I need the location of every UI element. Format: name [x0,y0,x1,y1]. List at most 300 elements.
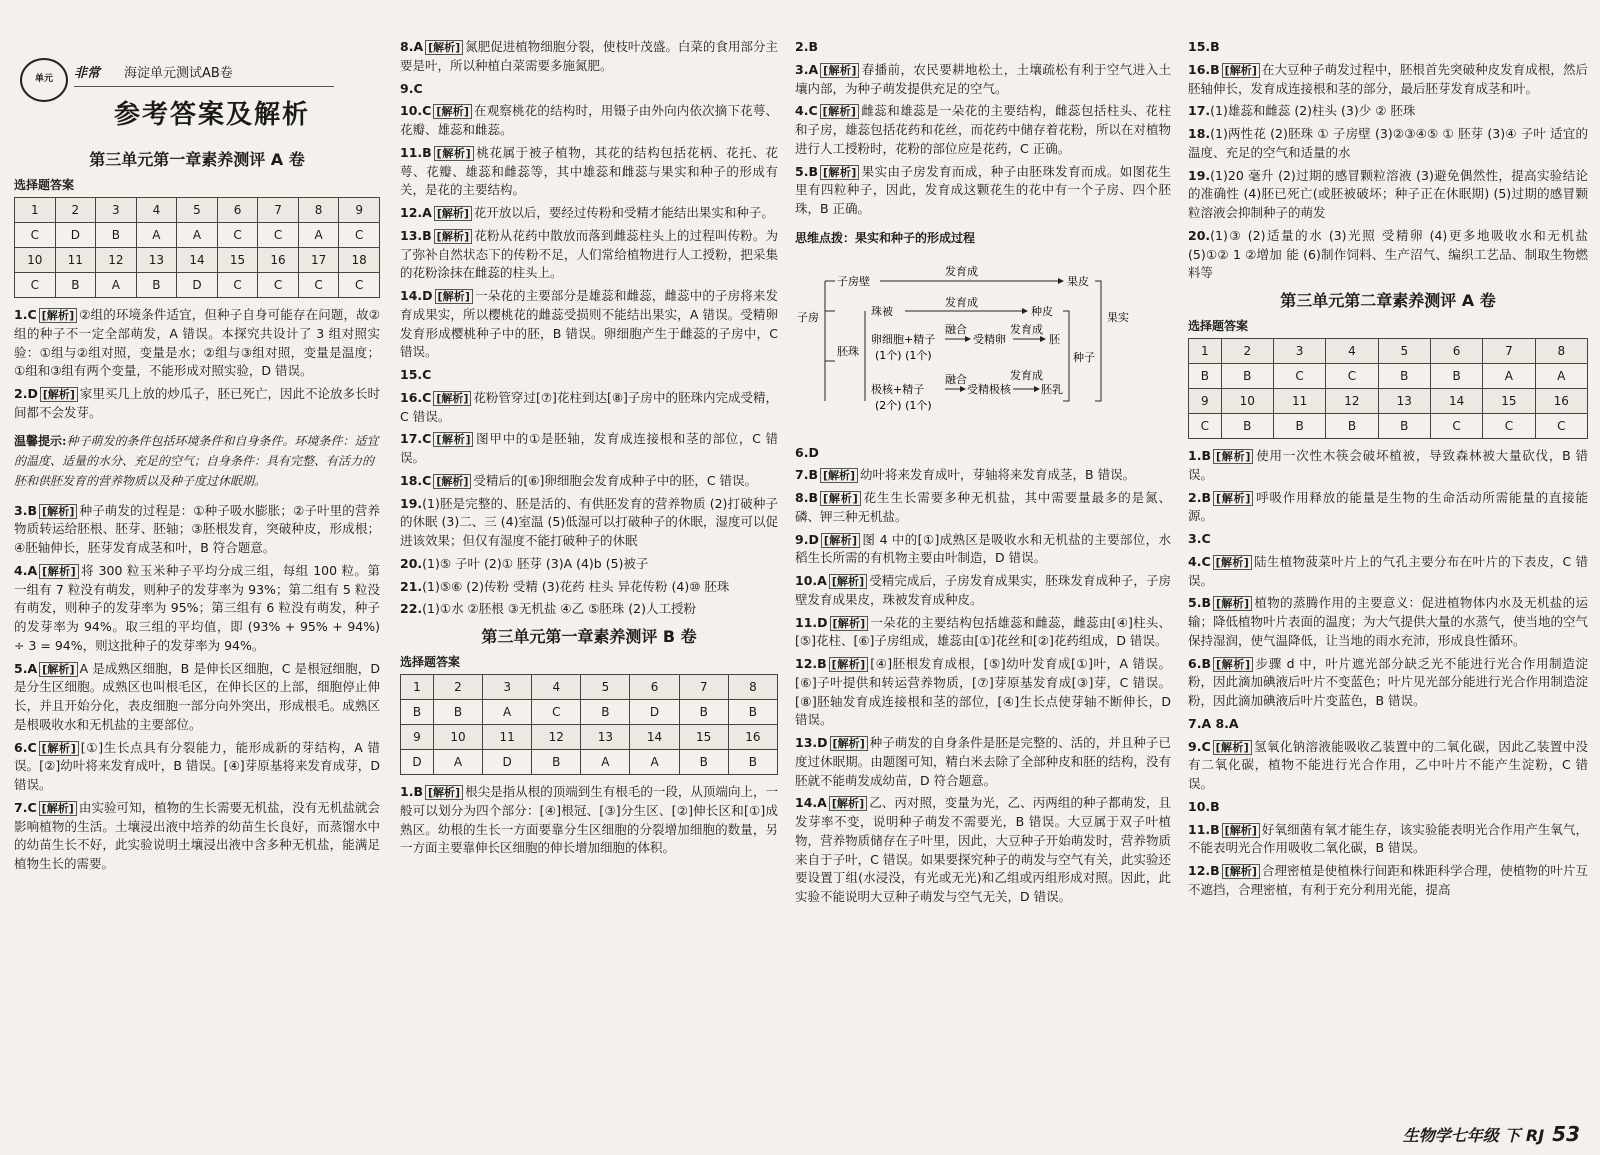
column-4 [1188,38,1588,1125]
item-number: 20. [1188,227,1211,243]
analysis-tag: [解析] [39,662,77,677]
diag-endosperm: 胚乳 [1041,382,1063,396]
answer-cell: D [401,750,434,775]
answer-item [1188,125,1588,163]
analysis-tag: [解析] [434,229,473,244]
analysis-tag: [解析] [1213,596,1252,611]
question-number-cell: 14 [177,248,218,273]
answer-row [15,273,380,298]
analysis-tag: [解析] [1222,63,1260,78]
answer-item [400,102,778,140]
answer-item [795,489,1171,527]
answer-cell: A [136,223,177,248]
item-number: 2.B [795,39,818,54]
item-text: 氢氧化钠溶液能吸收乙装置中的二氧化碳，因此乙装置中没有二氧化碳，植物不能进行光合作用，乙中叶片不能产生淀粉，C 错误。 [1188,738,1588,791]
answer-cell: A [630,750,679,775]
question-number-cell: 14 [1430,389,1482,414]
item-text: 好氧细菌有氧才能生存，该实验能表明光合作用产生氧气，不能表明光合作用吸收二氧化碳，B 错误。 [1188,821,1588,856]
diag-develop-1: 发育成 [945,264,978,278]
item-number: 10.C [400,103,432,119]
answer-item [1188,594,1588,650]
answer-item [1188,38,1588,57]
item-text: (1)两性花 (2)胚珠 ① 子房壁 (3)②③④⑤ ① 胚芽 (3)④ 子叶 适宜的温度、充足的空气和适量的水 [1188,126,1588,160]
answer-item [1188,167,1588,223]
diag-embryo: 胚 [1049,332,1060,346]
item-number: 4.C [795,103,818,119]
answer-table [1188,338,1588,439]
item-text: 花开放以后，要经过传粉和受精才能结出果实和种子。 [473,205,774,220]
question-number-cell: 2 [433,675,482,700]
item-number: 15.C [400,367,432,382]
answer-cell: C [339,223,380,248]
page-number: 53 [1552,1122,1580,1146]
question-number-cell: 16 [258,248,299,273]
analysis-tag: [解析] [434,146,474,161]
analysis-tag: [解析] [433,474,471,489]
item-text: 果实由子房发育而成，种子由胚珠发育而成。如图花生里有四粒种子，因此，发育成这颗花生的花中有一个子房、四个胚珠，B 正确。 [795,163,1171,216]
analysis-tag: [解析] [1222,864,1260,879]
question-number-cell: 4 [136,198,177,223]
analysis-tag: [解析] [830,616,869,631]
item-number: 7.A 8.A [1188,715,1239,731]
item-number: 12.A [400,205,432,220]
item-number: 11.B [1188,821,1220,837]
page-header [14,52,364,140]
item-number: 6.D [795,444,819,460]
answer-item [795,734,1171,790]
item-number: 1.C [14,307,37,322]
answer-item [400,204,778,223]
answer-item [1188,655,1588,711]
item-number: 14.D [400,288,433,303]
question-number-cell: 6 [217,198,258,223]
answer-cell: C [258,273,299,298]
choice-label: 选择题答案 [1188,319,1249,333]
analysis-tag: [解析] [820,104,859,119]
question-number-cell: 7 [1483,339,1535,364]
question-number-cell: 10 [1221,389,1273,414]
item-text: A 是成熟区细胞，B 是伸长区细胞，C 是根冠细胞，D 是分生区细胞。成熟区也叫根毛区，在伸长区的上部，细胞停止伸长，并且开始分化，表皮细胞一部分向外突出，形成根毛。成熟区是根吸收水和无机盐的主要部位。 [14,660,380,732]
item-text: 使用一次性木筷会破坏植被，导致森林被大量砍伐，B 错误。 [1188,448,1588,482]
question-number-cell: 4 [1326,339,1378,364]
answer-cell: C [1189,414,1222,439]
answer-item [14,660,380,735]
answer-cell: C [217,223,258,248]
analysis-tag: [解析] [820,165,859,180]
answer-item [795,614,1171,652]
page-footer [1403,1119,1580,1149]
analysis-tag: [解析] [820,491,861,506]
answer-cell: B [96,223,137,248]
answer-list [14,306,380,423]
analysis-tag: [解析] [40,387,78,402]
diag-egg: 卵细胞+精子 [871,332,936,346]
item-text: (1)③ (2)适量的水 (3)光照 受精卵 (4)更多地吸收水和无机盐 (5)①② 1 ②增加 能 (6)制作饲料、生产沼气、编织工艺品、制取生物燃料等 [1188,227,1588,281]
analysis-tag: [解析] [435,289,473,304]
answer-cell: B [1189,364,1222,389]
analysis-tag: [解析] [1213,555,1252,570]
item-number: 19. [1188,167,1211,183]
answer-item [795,38,1171,57]
answer-item [1188,530,1588,549]
answer-item [1188,489,1588,527]
answer-item [400,389,778,427]
tip-label: 温馨提示: [14,433,67,448]
item-text: 花生生长需要多种无机盐，其中需要量最多的是氮、磷、钾三种无机盐。 [795,490,1171,524]
question-number-cell: 18 [339,248,380,273]
answer-item [14,739,380,795]
item-text: 种子萌发的自身条件是胚是完整的、活的，并且种子已度过休眠期。由题图可知，精白米去除了全部种皮和胚的结构，没有胚就不能萌发成幼苗，D 符合题意。 [795,735,1171,788]
item-text: (1)⑤ 子叶 (2)① 胚芽 (3)A (4)b (5)被子 [422,555,649,571]
answer-item [1188,798,1588,817]
question-number-cell: 10 [15,248,56,273]
answer-item [1188,862,1588,900]
answer-cell: A [581,750,630,775]
answer-table [400,674,778,775]
answer-cell: B [433,700,482,725]
footer-label: 生物学七年级 下 RJ [1402,1126,1545,1145]
answer-item [1188,821,1588,859]
answer-item [400,430,778,468]
item-number: 8.B [795,490,818,505]
item-number: 6.B [1188,655,1211,671]
header-divider [74,86,334,87]
answer-item [795,655,1171,730]
item-number: 10.A [795,573,827,588]
item-text: 雌蕊和雄蕊是一朵花的主要结构，雌蕊包括柱头、花柱和子房，雄蕊包括花药和花丝，而花药中储存着花粉，所以在对植物进行人工授粉时，花粉的部位应是花药，C 正确。 [795,103,1171,156]
diagram-svg [795,251,1135,426]
answer-list [400,38,778,619]
analysis-tag: [解析] [425,785,463,800]
item-text: 种子萌发的过程是：①种子吸水膨胀；②子叶里的营养物质转运给胚根、胚芽、胚轴；③胚根发育，突破种皮，形成根；④胚轴伸长，胚芽发育成茎和叶，B 符合题意。 [14,502,380,556]
item-number: 3.C [1188,531,1211,546]
answer-cell: B [401,700,434,725]
answer-item [14,562,380,656]
brand-logo: 单元 [20,58,68,102]
question-number-cell: 9 [1189,389,1222,414]
choice-label: 选择题答案 [14,178,75,192]
question-number-cell: 12 [532,725,581,750]
item-number: 14.A [795,795,827,811]
answer-cell: B [1430,364,1482,389]
item-text: 受精完成后，子房发育成果实，胚珠发育成种子，子房壁发育成果皮，珠被发育成种皮。 [795,573,1171,607]
answer-cell: C [217,273,258,298]
question-number-cell: 13 [1378,389,1430,414]
item-number: 17.C [400,431,432,447]
answer-list [400,783,778,858]
column-1 [14,142,380,1125]
question-number-cell: 14 [630,725,679,750]
answer-item [400,80,778,99]
answer-item [1188,738,1588,794]
question-number-row [1189,389,1588,414]
answer-row [1189,364,1588,389]
section-title: 第三单元第一章素养测评 A 卷 [89,150,305,169]
question-number-row [15,198,380,223]
answer-cell: C [532,700,581,725]
item-number: 11.D [795,614,828,630]
analysis-tag: [解析] [1213,491,1253,506]
item-text: 根尖是指从根的顶端到生有根毛的一段，从顶端向上，一般可以划分为四个部分：[④]根冠、[③]分生区、[②]伸长区和[①]成熟区。幼根的生长一方面要靠分生区细胞的分裂增加细胞的数量，另一方面主要靠伸长区细胞的伸长增加细胞的体积。 [400,784,778,856]
analysis-tag: [解析] [1213,740,1252,755]
answer-item [795,61,1171,99]
item-number: 6.C [14,739,37,755]
answer-item [400,472,778,491]
question-number-cell: 5 [177,198,218,223]
answer-cell: B [136,273,177,298]
answer-item [795,163,1171,219]
item-text: 受精后的[⑥]卵细胞会发育成种子中的胚，C 错误。 [473,472,758,488]
answer-cell: B [1221,364,1273,389]
question-number-cell: 16 [1535,389,1587,414]
answer-cell: B [1221,414,1273,439]
analysis-tag: [解析] [39,741,79,756]
analysis-tag: [解析] [829,657,869,672]
diag-one: (1个) (1个) [875,348,932,362]
question-number-cell: 12 [1326,389,1378,414]
answer-item [400,578,778,597]
question-number-cell: 13 [581,725,630,750]
item-number: 16.B [1188,61,1220,77]
item-text: (1)胚是完整的、胚是活的、有供胚发育的营养物质 (2)打破种子的休眠 (3)二、三 (4)室温 (5)低湿可以打破种子的休眠，湿度可以促进该效果；但仅有湿度不能打破种子的休眠 [400,495,778,548]
answer-item [795,531,1171,569]
question-number-cell: 5 [581,675,630,700]
item-text: 一朵花的主要部分是雄蕊和雌蕊，雌蕊中的子房将来发育成果实，所以樱桃花的雌蕊受损则不能结出果实，A 错误。受精卵发育形成樱桃种子中的胚，B 错误。卵细胞产生于雌蕊的子房中，C 错误。 [400,288,778,360]
answer-cell: D [177,273,218,298]
item-number: 5.B [1188,595,1211,611]
item-number: 7.C [14,799,37,815]
question-number-cell: 8 [1535,339,1587,364]
answer-item [400,227,778,283]
item-text: 图 4 中的[①]成熟区是吸收水和无机盐的主要部位，水稻生长所需的有机物主要由叶制造，D 错误。 [795,531,1171,566]
question-number-cell: 17 [298,248,339,273]
answer-item [400,600,778,619]
item-number: 1.B [1188,448,1211,463]
answer-item [795,444,1171,463]
item-number: 12.B [1188,863,1220,878]
answer-item [1188,715,1588,734]
tip-text: 种子萌发的条件包括环境条件和自身条件。环境条件：适宜的温度、适量的水分、充足的空气；自身条件：具有完整、有活力的胚和供胚发育的营养物质以及种子度过休眠期。 [14,433,379,489]
item-number: 19. [400,495,423,511]
analysis-tag: [解析] [830,736,868,751]
question-number-cell: 7 [258,198,299,223]
question-number-cell: 6 [630,675,679,700]
item-text: [④]胚根发育成根，[⑤]幼叶发育成[①]叶，A 错误。[⑥]子叶提供和转运营养物质，[⑦]芽原基发育成[③]芽，C 错误。[⑧]胚轴发育成连接根和茎的部位，[④]生长点使芽轴不断伸长，D 错误。 [795,656,1171,728]
answer-item [14,306,380,381]
diag-zygote: 受精卵 [973,332,1006,346]
answer-cell: B [679,700,728,725]
answer-cell: B [1378,364,1430,389]
diag-pericarp: 果皮 [1067,274,1089,288]
answer-cell: B [1378,414,1430,439]
item-text: 幼叶将来发育成叶，芽轴将来发育成茎，B 错误。 [860,467,1136,483]
question-number-cell: 3 [96,198,137,223]
answer-cell: B [728,750,777,775]
question-number-cell: 9 [401,725,434,750]
answer-item [400,144,778,200]
answer-cell: B [679,750,728,775]
answer-cell: D [55,223,96,248]
item-number: 9.D [795,531,819,547]
answer-cell: B [532,750,581,775]
question-number-cell: 1 [15,198,56,223]
diag-ovule: 胚珠 [837,344,859,358]
answer-cell: C [1273,364,1325,389]
question-number-cell: 13 [136,248,177,273]
diag-fuse-1: 融合 [945,322,967,336]
column-3 [795,38,1171,1125]
answer-cell: A [433,750,482,775]
item-number: 21. [400,578,423,594]
diag-seed: 种子 [1073,350,1095,364]
item-number: 20. [400,555,423,571]
item-text: 桃花属于被子植物，其花的结构包括花柄、花托、花萼、花瓣、雄蕊和雌蕊等，其中雄蕊和雌蕊与果实和种子的形成有关，是花的主要结构。 [400,144,778,198]
answer-item [14,385,380,423]
item-number: 4.A [14,562,38,578]
item-number: 2.B [1188,489,1211,505]
diagram-title: 思维点拨：果实和种子的形成过程 [795,230,976,245]
answer-item [14,799,380,874]
item-number: 9.C [1188,738,1211,754]
answer-cell: C [1326,364,1378,389]
question-number-cell: 7 [679,675,728,700]
item-number: 18.C [400,472,432,488]
answer-item [400,366,778,385]
diag-develop-3: 发育成 [1010,322,1043,336]
diag-develop-4: 发育成 [1010,368,1043,382]
item-number: 9.C [400,80,423,96]
analysis-tag: [解析] [820,63,859,78]
question-number-row [1189,339,1588,364]
answer-item [1188,61,1588,99]
item-number: 2.D [14,386,38,401]
item-number: 17. [1188,103,1211,119]
question-number-cell: 2 [1221,339,1273,364]
answer-cell: A [1483,364,1535,389]
question-number-cell: 6 [1430,339,1482,364]
answer-row [401,700,778,725]
question-number-cell: 3 [1273,339,1325,364]
answer-cell: C [15,223,56,248]
question-number-cell: 9 [339,198,380,223]
answer-cell: C [1430,414,1482,439]
answer-list [1188,38,1588,283]
question-number-cell: 4 [532,675,581,700]
item-text: (1)20 毫升 (2)过期的感冒颗粒溶液 (3)避免偶然性，提高实验结论的准确性 (4)胚已死亡(或胚被破坏；种子正在休眠期) (5)过期的感冒颗粒溶液会抑制种子的萌发 [1188,167,1588,220]
answer-item [400,555,778,574]
question-number-cell: 12 [96,248,137,273]
question-number-cell: 16 [728,725,777,750]
diag-two: (2个) (1个) [875,398,932,412]
answer-item [1188,102,1588,121]
item-text: 图甲中的①是胚轴，发育成连接根和茎的部位，C 错误。 [400,431,778,465]
item-text: 植物的蒸腾作用的主要意义：促进植物体内水及无机盐的运输；降低植物叶片表面的温度；为大气提供大量的水蒸气，使当地的空气保持湿润，使气温降低，让当地的雨水充沛，形成良性循环。 [1188,595,1588,648]
analysis-tag: [解析] [39,308,78,323]
item-number: 22. [400,601,423,617]
answer-list [14,502,380,874]
question-number-cell: 1 [401,675,434,700]
item-number: 16.C [400,389,432,405]
item-number: 11.B [400,144,432,160]
item-number: 10.B [1188,798,1220,814]
diag-seed-coat: 种皮 [1031,304,1053,318]
answer-cell: B [728,700,777,725]
item-number: 13.B [400,227,432,243]
tip-box [14,431,380,492]
answer-cell: A [96,273,137,298]
answer-cell: A [483,700,532,725]
item-text: 乙、丙对照，变量为光，乙、丙两组的种子都萌发，且发芽率不变，说明种子萌发不需要光，B 错误。大豆属于双子叶植物，营养物质储存在子叶里，因此，大豆种子开始萌发时，营养物质来自于子叶，C 错误。如果要探究种子的萌发与空气有关，此实验还要设置丁组(水浸没，有光或无光)和乙组或丙组形成对照。因此，此实验不能说明大豆种子萌发与空气无关，D 错误。 [795,795,1171,904]
item-text: 将 300 粒玉米种子平均分成三组，每组 100 粒。第一组有 7 粒没有萌发，则种子的发芽率为 93%；第二组有 5 粒没有萌发，则种子的发芽率为 95%；第三组有 6 粒没有萌发，种子的发芽率为 94%。取三组的平均值，即 (93% + 95% + 94%) ÷ 3 = 94%，则这批种子的发芽率为 94%。 [14,562,380,653]
analysis-tag: [解析] [425,40,463,55]
question-number-cell: 11 [1273,389,1325,414]
answer-cell: D [630,700,679,725]
analysis-tag: [解析] [829,796,867,811]
item-text: 家里买几上放的炒瓜子，胚已死亡，因此不论放多长时间都不会发芽。 [14,386,380,420]
answer-item [1188,447,1588,485]
brand-name: 非常 [74,66,101,81]
question-number-row [401,725,778,750]
item-number: 3.B [14,502,37,518]
answer-cell: C [258,223,299,248]
analysis-tag: [解析] [39,504,77,519]
item-text: (1)⑤⑥ (2)传粉 受精 (3)花药 柱头 异花传粉 (4)⑩ 胚珠 [422,578,730,594]
item-text: 呼吸作用释放的能量是生物的生命活动所需能量的直接能源。 [1188,489,1588,524]
answer-item [795,794,1171,907]
question-number-cell: 1 [1189,339,1222,364]
diag-ovary: 子房 [797,310,819,324]
item-number: 7.B [795,467,818,483]
answer-item [400,783,778,858]
answer-list [795,38,1171,219]
answer-cell: D [483,750,532,775]
item-text: 在观察桃花的结构时，用镊子由外向内依次摘下花萼、花瓣、雄蕊和雌蕊。 [400,103,778,137]
item-number: 5.B [795,163,818,179]
item-number: 12.B [795,656,827,671]
question-number-cell: 15 [1483,389,1535,414]
section-title: 第三单元第二章素养测评 A 卷 [1280,291,1496,310]
answer-row [15,223,380,248]
item-text: 陆生植物菠菜叶片上的气孔主要分布在叶片的下表皮，C 错误。 [1188,553,1588,588]
analysis-tag: [解析] [433,391,471,406]
answer-cell: C [298,273,339,298]
item-text: (1)①水 ②胚根 ③无机盐 ④乙 ⑤胚珠 (2)人工授粉 [422,601,696,617]
analysis-tag: [解析] [829,574,867,589]
item-text: 氮肥促进植物细胞分裂，使枝叶茂盛。白菜的食用部分主要是叶，所以种植白菜需要多施氮肥。 [400,39,778,73]
item-number: 5.A [14,660,38,676]
page-title: 参考答案及解析 [114,100,311,130]
column-2 [400,38,778,1125]
item-number: 4.C [1188,553,1211,569]
question-number-row [15,248,380,273]
question-number-row [401,675,778,700]
question-number-cell: 15 [679,725,728,750]
diag-fuse-2: 融合 [945,372,967,386]
item-text: 合理密植是使植株行间距和株距科学合理，使植物的叶片互不遮挡，合理密植，有利于充分利用光能，提高 [1188,863,1588,897]
analysis-tag: [解析] [39,801,77,816]
answer-item [795,572,1171,610]
item-number: 13.D [795,735,828,750]
diag-fruit: 果实 [1107,310,1129,324]
answer-list [1188,447,1588,900]
answer-list [795,444,1171,907]
answer-cell: B [1326,414,1378,439]
question-number-cell: 11 [483,725,532,750]
answer-row [1189,414,1588,439]
diag-integument: 珠被 [871,304,893,318]
analysis-tag: [解析] [821,533,860,548]
diag-ovary-wall: 子房壁 [837,274,870,288]
